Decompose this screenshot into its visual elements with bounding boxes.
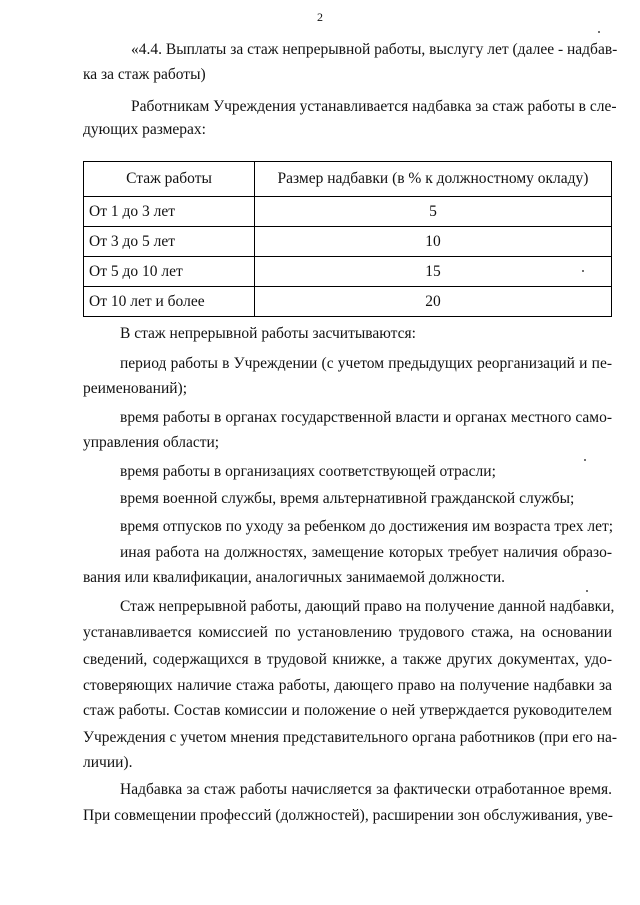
- body-line: В стаж непрерывной работы засчитываются:: [120, 325, 416, 342]
- body-line: время военной службы, время альтернативной гражданской службы;: [120, 490, 575, 507]
- scan-speck: [584, 459, 586, 461]
- body-line: Учреждения с учетом мнения представительного органа работников (при его на-: [83, 729, 618, 746]
- body-line: иная работа на должностях, замещение которых требует наличия образо-: [120, 544, 612, 561]
- scan-speck: [586, 590, 588, 592]
- body-line: стоверяющих наличие стажа работы, дающего право на получение надбавки за: [83, 677, 612, 694]
- intro-line-2: дующих размерах:: [83, 121, 206, 138]
- table-cell-range: От 10 лет и более: [84, 287, 255, 317]
- table-cell-percent: 5: [255, 197, 612, 227]
- scan-speck: [582, 270, 584, 272]
- body-line: Стаж непрерывной работы, дающий право на получение данной надбавки,: [120, 598, 615, 615]
- intro-line-1: Работникам Учреждения устанавливается надбавка за стаж работы в сле-: [131, 98, 617, 115]
- table-cell-range: От 3 до 5 лет: [84, 227, 255, 257]
- scan-speck: [598, 31, 600, 33]
- body-line: время работы в организациях соответствующей отрасли;: [120, 463, 496, 480]
- table-header-row: [84, 162, 612, 197]
- table-row: [84, 227, 612, 257]
- section-heading-line-2: ка за стаж работы): [83, 66, 206, 83]
- table-cell-percent: 10: [255, 227, 612, 257]
- page-number: 2: [317, 10, 323, 24]
- table-row: [84, 197, 612, 227]
- table-cell-range: От 5 до 10 лет: [84, 257, 255, 287]
- body-line: время отпусков по уходу за ребенком до достижения им возраста трех лет;: [120, 518, 614, 535]
- table-cell-percent: 20: [255, 287, 612, 317]
- body-line: период работы в Учреждении (с учетом предыдущих реорганизаций и пе-: [120, 355, 612, 372]
- body-line: управления области;: [83, 434, 220, 451]
- section-heading-line-1: «4.4. Выплаты за стаж непрерывной работы, выслугу лет (далее - надбав-: [131, 41, 618, 58]
- table-cell-range: От 1 до 3 лет: [84, 197, 255, 227]
- body-line: реименований);: [83, 380, 188, 397]
- body-line: время работы в органах государственной власти и органах местного само-: [120, 409, 612, 426]
- table-header-percent: Размер надбавки (в % к должностному окладу): [255, 162, 612, 197]
- body-line: вания или квалификации, аналогичных занимаемой должности.: [83, 569, 505, 586]
- table-header-experience: Стаж работы: [84, 162, 255, 197]
- body-line: устанавливается комиссией по установлению трудового стажа, на основании: [83, 624, 612, 641]
- table-row: [84, 287, 612, 317]
- body-line: При совмещении профессий (должностей), расширении зон обслуживания, уве-: [83, 807, 613, 824]
- allowance-table: [83, 161, 612, 317]
- body-line: стаж работы. Состав комиссии и положение о ней утверждается руководителем: [83, 702, 612, 719]
- table-cell-percent: 15: [255, 257, 612, 287]
- body-line: личии).: [83, 754, 133, 771]
- body-line: Надбавка за стаж работы начисляется за фактически отработанное время.: [120, 781, 612, 798]
- table-row: [84, 257, 612, 287]
- body-line: сведений, содержащихся в трудовой книжке, а также других документах, удо-: [83, 651, 612, 668]
